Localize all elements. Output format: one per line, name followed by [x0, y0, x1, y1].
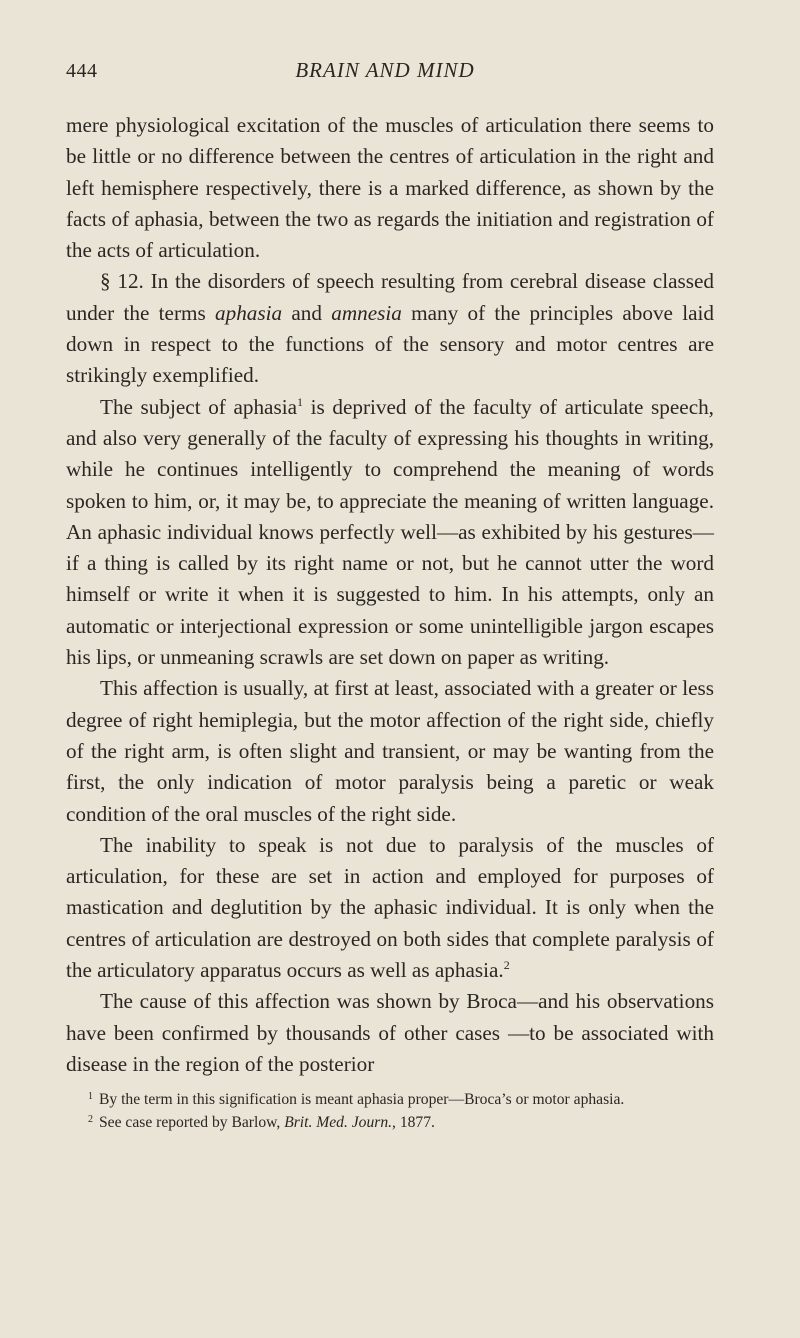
body-text [66, 110, 714, 1080]
paragraph-5: The inability to speak is not due to paralysis of the muscles of articulation, for these are set in action and employed for purposes of mastication and deglutition by the aphasic individual. It is only when the centres of articulation are destroyed on both sides that complete paralysis of the articulatory apparatus occurs as well as aphasia.$^2$ [66, 832, 714, 983]
footnote-ref-1: 1 [297, 394, 303, 409]
paragraph-6: The cause of this affection was shown by Broca—and his observations have been confirmed by thousands of other cases —to be associated with disease in the region of the posterior [66, 989, 714, 1076]
footnotes [66, 1089, 714, 1134]
footnote-mark-2: 2 [88, 1113, 93, 1125]
running-title: BRAIN AND MIND [295, 58, 475, 82]
footnote-2: $^2$ See case reported by Barlow, Brit. Med. Journ., 1877. [88, 1113, 435, 1131]
paragraph-4: This affection is usually, at first at least, associated with a greater or less degree of right hemiplegia, but the motor affection of the right side, chiefly of the right arm, is often slight and transient, or may be wanting from the first, the only indication of motor paralysis being a paretic or weak condition of the oral muscles of the right side. [66, 676, 714, 826]
paragraph-3: The subject of aphasia$^1$ is deprived of the faculty of articulate speech, and also very generally of the faculty of expressing his thoughts in writing, while he continues intelligently to comprehend the meaning of words spoken to him, or, it may be, to appreciate the meaning of written language. An aphasic individual knows perfectly well—as exhibited by his gestures—if a thing is called by its right name or not, but he cannot utter the word himself or write it when it is suggested to him. In his attempts, only an automatic or interjectional expression or some unintelligible jargon escapes his lips, or unmeaning scrawls are set down on paper as writing. [66, 394, 714, 670]
page-number: 444 [66, 60, 98, 82]
paragraph-1: mere physiological excitation of the muscles of articulation there seems to be little or no difference between the centres of articulation in the right and left hemisphere respectively, there is a marked difference, as shown by the facts of aphasia, between the two as regards the initiation and registration of the acts of articulation. [66, 113, 714, 263]
journal-title: Brit. Med. Journ. [284, 1113, 393, 1131]
running-head [66, 58, 714, 88]
paragraph-2: § 12. In the disorders of speech resulting from cerebral disease classed under the terms aphasia and amnesia many of the principles above laid down in respect to the functions of the sensory and motor centres are strikingly exemplified. [66, 269, 714, 388]
term-aphasia: aphasia [215, 300, 283, 325]
footnote-1: $^1$ By the term in this signification is meant aphasia proper—Broca’s or motor aphasia. [88, 1091, 625, 1109]
footnote-mark-1: 1 [88, 1091, 93, 1103]
footnote-ref-2: 2 [503, 958, 510, 973]
term-amnesia: amnesia [331, 300, 402, 325]
